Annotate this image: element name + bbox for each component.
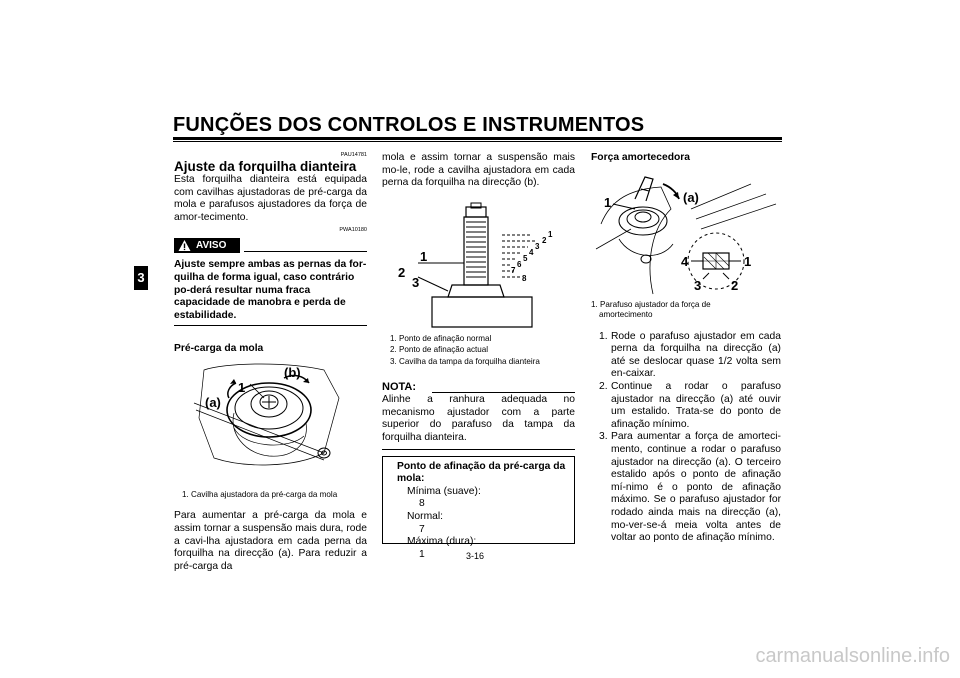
preload-body-continued: mola e assim tornar a suspensão mais mo-le, rode a cavilha ajustadora em cada perna da forquilha na direcção (b).	[382, 152, 575, 189]
header-rule	[173, 137, 782, 140]
warning-label-text: AVISO	[196, 240, 227, 252]
header-rule-thin	[173, 141, 782, 142]
scale-label-4: 4	[529, 247, 534, 257]
fig-label-a: (a)	[683, 189, 699, 205]
damping-steps	[591, 331, 781, 545]
fig-label-a: (a)	[205, 394, 221, 410]
scale-label-6: 6	[517, 259, 522, 269]
spec-min-label: Mínima (suave):	[407, 485, 481, 497]
list-item: 2. Continue a rodar o parafuso ajustador na direcção (a) até ouvir um estalido. Trata-se do ponto de afinação mínimo.	[599, 380, 781, 430]
note-text: Alinhe a ranhura adequada no mecanismo ajustador com a parte superior do parafuso da tampa da forquilha dianteira.	[382, 394, 575, 444]
dial-label-2: 2	[731, 277, 739, 293]
damping-caption-line1: 1. Parafuso ajustador da força de	[591, 299, 711, 309]
warning-bar	[174, 238, 367, 253]
fig-label-3: 3	[412, 274, 420, 290]
spec-max-label: Máxima (dura):	[407, 536, 477, 548]
dial-label-4: 4	[681, 253, 689, 269]
adjuster-caption-1: 1. Ponto de afinação normal	[390, 333, 492, 343]
fig-label-2: 2	[398, 264, 406, 280]
intro-paragraph: Esta forquilha dianteira está equipada com cavilhas ajustadoras de pré-carga da mola e parafusos ajustadores da força de amor-tecimento.	[174, 174, 367, 223]
column-3	[591, 152, 781, 545]
note-header	[382, 381, 575, 394]
scale-label-5: 5	[523, 253, 528, 263]
scale-label-8: 8	[522, 273, 527, 283]
adjuster-caption-2: 2. Ponto de afinação actual	[390, 345, 489, 355]
preload-body: Para aumentar a pré-carga da mola e assim tornar a suspensão mais dura, rode a cavi-lha ajustadora em cada perna da forquilha na direcção (a). Para reduzir a pré-carga da	[174, 510, 367, 572]
preload-figure	[174, 358, 367, 485]
scale-label-1: 1	[548, 229, 553, 239]
page-number: 3-16	[466, 551, 485, 561]
scale-label-7: 7	[511, 265, 516, 275]
list-item: 1. Rode o parafuso ajustador em cada perna da forquilha na direcção (a) até se deslocar quase 1/2 volta sem en-caixar.	[599, 330, 781, 380]
spec-min-value: 8	[419, 498, 425, 510]
preload-figure-caption: 1. Cavilha ajustadora da pré-carga da mola	[182, 489, 338, 499]
spec-normal-value: 7	[419, 523, 425, 535]
note-label: NOTA:	[382, 381, 417, 394]
damping-heading: Força amortecedora	[591, 152, 691, 163]
fig-label-1: 1	[604, 194, 612, 210]
damping-caption-line2: amortecimento	[599, 310, 653, 320]
damping-figure	[591, 169, 781, 297]
warning-rule	[244, 251, 367, 252]
dial-label-3: 3	[694, 277, 702, 293]
warning-triangle-icon	[178, 239, 191, 252]
adjuster-caption-3: 3. Cavilha da tampa da forquilha dianteira	[390, 356, 540, 366]
preload-heading: Pré-carga da mola	[174, 343, 264, 355]
section-heading: Ajuste da forquilha dianteira	[174, 159, 357, 174]
spec-title: Ponto de afinação da pré-carga da mola:	[397, 460, 566, 485]
fig-label-1: 1	[420, 248, 428, 264]
scale-label-2: 2	[542, 235, 547, 245]
list-item: 3. Para aumentar a força de amorteci-mento, continue a rodar o parafuso ajustador na direcção (a). O terceiro estalido após o ponto de afinação mí-nimo é o ponto de afinação máximo. Se o parafuso ajustador for rodado ainda mais na direcção (a), mo-ver-se-á meia volta antes de voltar ao ponto de afinação mínimo.	[599, 431, 781, 544]
spec-max-value: 1	[419, 548, 425, 560]
warning-text: Ajuste sempre ambas as pernas da for-quilha de forma igual, caso contrário po-derá resultar numa fraca capacidade de manobra e perda de estabilidade.	[174, 259, 367, 326]
note-end-rule	[382, 449, 575, 450]
fig-label-1: 1	[238, 379, 246, 395]
chapter-tab: 3	[134, 266, 148, 290]
warning-label	[174, 238, 240, 253]
page-header-title: FUNÇÕES DOS CONTROLOS E INSTRUMENTOS	[173, 114, 645, 136]
dial-label-1: 1	[744, 253, 752, 269]
watermark: carmanualsonline.info	[755, 645, 950, 667]
scale-label-3: 3	[535, 241, 540, 251]
fig-label-b: (b)	[284, 364, 301, 380]
note-rule	[432, 392, 575, 393]
warning-code: PWA10180	[339, 227, 367, 234]
adjuster-figure	[382, 195, 575, 330]
spec-normal-label: Normal:	[407, 511, 444, 523]
column-1	[174, 152, 367, 573]
section-code: PAU14781	[340, 152, 367, 158]
